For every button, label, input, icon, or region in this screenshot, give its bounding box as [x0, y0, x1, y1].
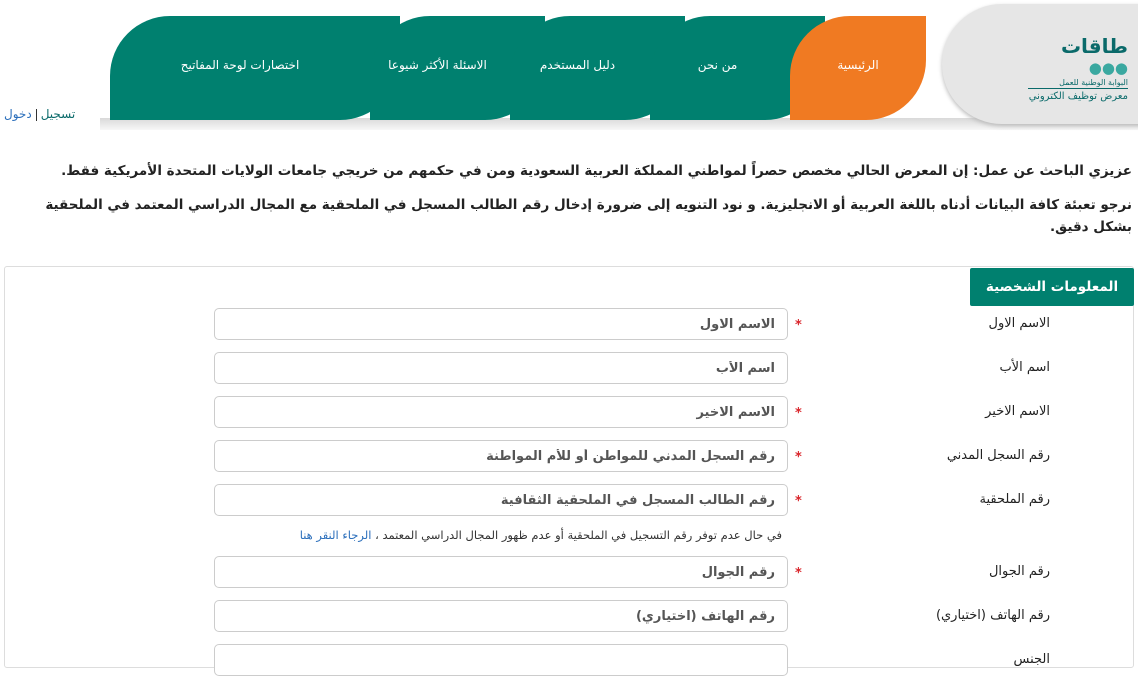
auth-links — [4, 107, 75, 121]
mobile-row — [10, 556, 1138, 590]
first-name-input[interactable] — [214, 308, 788, 340]
first-name-row — [10, 308, 1138, 342]
people-icon: ●●● — [1088, 59, 1128, 77]
tab-keyboard-shortcuts-label: اختصارات لوحة المفاتيح — [180, 58, 300, 72]
tab-home[interactable] — [790, 16, 926, 120]
civil-id-row — [10, 440, 1138, 474]
civil-id-label: رقم السجل المدني — [946, 448, 1050, 463]
brand-name: طاقات — [1060, 34, 1128, 58]
brand-tagline: معرض توظيف الكتروني — [1028, 91, 1128, 102]
tab-faq-label: الاسئلة الأكثر شيوعا — [388, 58, 487, 72]
phone-input[interactable] — [214, 600, 788, 632]
eligibility-notice: عزيزي الباحث عن عمل: إن المعرض الحالي مخصص حصراً لمواطني المملكة العربية السعودية ومن في حكمهم من خريجي جامعات الولايات المتحدة الأمريكية فقط. — [61, 163, 1132, 179]
brand-logo[interactable] — [1028, 34, 1128, 102]
father-name-row — [10, 352, 1138, 386]
mobile-input[interactable] — [214, 556, 788, 588]
tab-user-guide-label: دليل المستخدم — [539, 58, 616, 72]
tab-about-label: من نحن — [697, 58, 738, 72]
mobile-label: رقم الجوال — [988, 564, 1050, 579]
attache-number-label: رقم الملحقية — [979, 492, 1050, 507]
tab-home-label: الرئيسية — [837, 58, 879, 72]
father-name-label: اسم الأب — [999, 360, 1050, 375]
required-mark: * — [795, 318, 802, 333]
instructions-notice: نرجو تعبئة كافة البيانات أدناه باللغة العربية أو الانجليزية. و نود التنويه إلى ضرورة إدخال رقم الطالب المسجل في الملحقية مع المجال الدراسي المعتمد في الملحقية بشكل دقيق. — [45, 197, 1132, 235]
click-here-link[interactable]: الرجاء النقر هنا — [299, 528, 372, 542]
tab-keyboard-shortcuts[interactable] — [110, 16, 400, 120]
attache-hint — [4, 528, 782, 542]
required-mark: * — [795, 450, 802, 465]
first-name-label: الاسم الاول — [988, 316, 1050, 331]
required-mark: * — [795, 494, 802, 509]
section-title: المعلومات الشخصية — [970, 268, 1134, 306]
phone-row — [10, 600, 1138, 634]
phone-label: رقم الهاتف (اختياري) — [935, 608, 1050, 623]
required-mark: * — [795, 566, 802, 581]
attache-hint-text: في حال عدم توفر رقم التسجيل في الملحقية أو عدم ظهور المجال الدراسي المعتمد ، — [375, 528, 782, 542]
required-mark: * — [795, 406, 802, 421]
attache-number-row — [10, 484, 1138, 518]
last-name-row — [10, 396, 1138, 430]
civil-id-input[interactable] — [214, 440, 788, 472]
father-name-input[interactable] — [214, 352, 788, 384]
gender-select[interactable] — [214, 644, 788, 676]
register-link[interactable]: تسجيل — [40, 107, 76, 121]
gender-row — [10, 644, 1138, 678]
attache-number-input[interactable] — [214, 484, 788, 516]
login-link[interactable]: دخول — [4, 107, 32, 121]
last-name-input[interactable] — [214, 396, 788, 428]
divider — [36, 109, 37, 121]
last-name-label: الاسم الاخير — [985, 404, 1050, 419]
gender-label: الجنس — [1013, 652, 1050, 667]
brand-subtitle: البوابة الوطنية للعمل — [1028, 77, 1128, 89]
